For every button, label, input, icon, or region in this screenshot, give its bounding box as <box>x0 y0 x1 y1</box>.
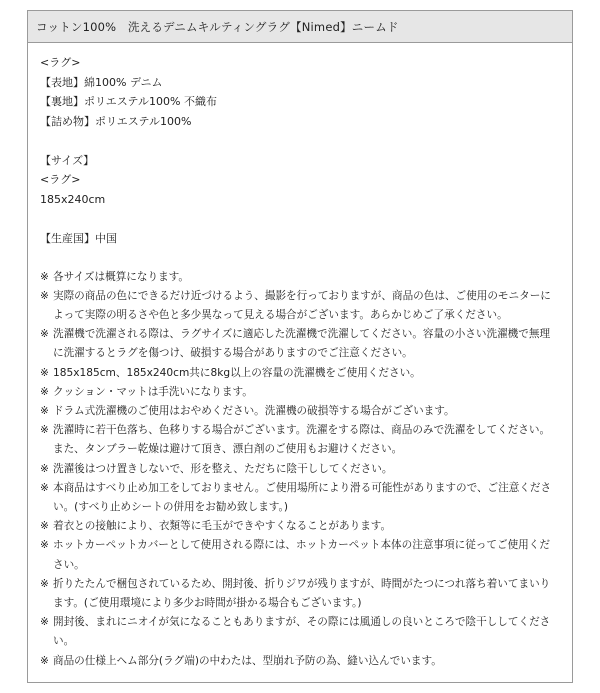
size-rug-label: <ラグ> <box>40 173 81 186</box>
note-mark: ※ <box>40 270 49 283</box>
note-text: ホットカーペットカバーとして使用される際には、ホットカーペット本体の注意事項に従ってご使用ください。 <box>53 539 550 571</box>
spec-content <box>28 43 572 671</box>
note-item <box>40 536 560 574</box>
note-item <box>40 325 560 363</box>
note-mark: ※ <box>40 289 49 302</box>
spacer <box>40 209 560 229</box>
note-text: 洗濯時に若干色落ち、色移りする場合がございます。洗濯をする際は、商品のみで洗濯をしてください。また、タンブラー乾燥は避けて頂き、漂白剤のご使用もお避けください。 <box>53 424 551 456</box>
surface-material: 【表地】綿100% デニム <box>40 75 163 89</box>
filling-material: 【詰め物】ポリエステル100% <box>40 114 192 128</box>
note-mark: ※ <box>40 577 49 590</box>
note-item <box>40 479 560 517</box>
note-mark: ※ <box>40 616 49 629</box>
note-item <box>40 287 560 325</box>
note-text: ドラム式洗濯機のご使用はおやめください。洗濯機の破損等する場合がございます。 <box>53 404 455 417</box>
note-item <box>40 575 560 613</box>
note-text: 実際の商品の色にできるだけ近づけるよう、撮影を行っておりますが、商品の色は、ご使用のモニターによって実際の明るさや色と多少異なって見える場合がございます。あらかじめご了承ください。 <box>53 289 551 321</box>
note-text: 着衣との接触により、衣類等に毛玉ができやすくなることがあります。 <box>53 520 392 533</box>
note-item <box>40 460 560 479</box>
notes-list <box>40 268 560 671</box>
note-text: 洗濯機で洗濯される際は、ラグサイズに適応した洗濯機で洗濯してください。容量の小さい洗濯機で無理に洗濯するとラグを傷つけ、破損する場合がありますのでご注意ください。 <box>53 328 551 360</box>
back-material: 【裏地】ポリエステル100% 不織布 <box>40 95 217 108</box>
product-title: コットン100% 洗えるデニムキルティングラグ【Nimed】ニームド <box>36 19 399 34</box>
size-value: 185x240cm <box>40 192 106 206</box>
note-item <box>40 364 560 383</box>
note-item <box>40 383 560 402</box>
note-mark: ※ <box>40 539 49 552</box>
rug-label: <ラグ> <box>40 56 81 69</box>
note-mark: ※ <box>40 404 49 417</box>
note-mark: ※ <box>40 385 49 398</box>
spacer <box>40 131 560 151</box>
note-item <box>40 402 560 421</box>
note-text: 185x185cm、185x240cm共に8kg以上の容量の洗濯機をご使用ください。 <box>53 366 421 379</box>
product-spec-table <box>27 10 573 683</box>
note-text: 商品の仕様上ヘム部分(ラグ端)の中わたは、型崩れ予防の為、縫い込んでいます。 <box>53 654 442 667</box>
note-item <box>40 613 560 651</box>
note-mark: ※ <box>40 654 49 667</box>
spacer <box>40 248 560 268</box>
note-text: クッション・マットは手洗いになります。 <box>53 385 253 398</box>
note-mark: ※ <box>40 366 49 379</box>
note-text: 本商品はすべり止め加工をしておりません。ご使用場所により滑る可能性がありますので、ご注意ください。(すべり止めシートの併用をお勧め致します。) <box>53 481 552 513</box>
note-item <box>40 517 560 536</box>
note-text: 洗濯後はつけ置きしないで、形を整え、ただちに陰干ししてください。 <box>53 462 393 475</box>
note-item <box>40 652 560 671</box>
note-mark: ※ <box>40 481 49 494</box>
note-mark: ※ <box>40 424 49 437</box>
note-mark: ※ <box>40 520 49 533</box>
spec-header <box>28 11 572 43</box>
note-text: 折りたたんで梱包されているため、開封後、折りジワが残りますが、時間がたつにつれ落ち着いてまいります。(ご使用環境により多少お時間が掛かる場合もございます。) <box>53 577 551 609</box>
note-item <box>40 268 560 287</box>
country-of-origin: 【生産国】中国 <box>40 231 117 245</box>
size-heading: 【サイズ】 <box>40 153 95 167</box>
note-text: 各サイズは概算になります。 <box>53 270 190 283</box>
note-mark: ※ <box>40 328 49 341</box>
note-item <box>40 421 560 459</box>
note-text: 開封後、まれにニオイが気になることもありますが、その際には風通しの良いところで陰干ししてください。 <box>53 616 551 648</box>
note-mark: ※ <box>40 462 49 475</box>
